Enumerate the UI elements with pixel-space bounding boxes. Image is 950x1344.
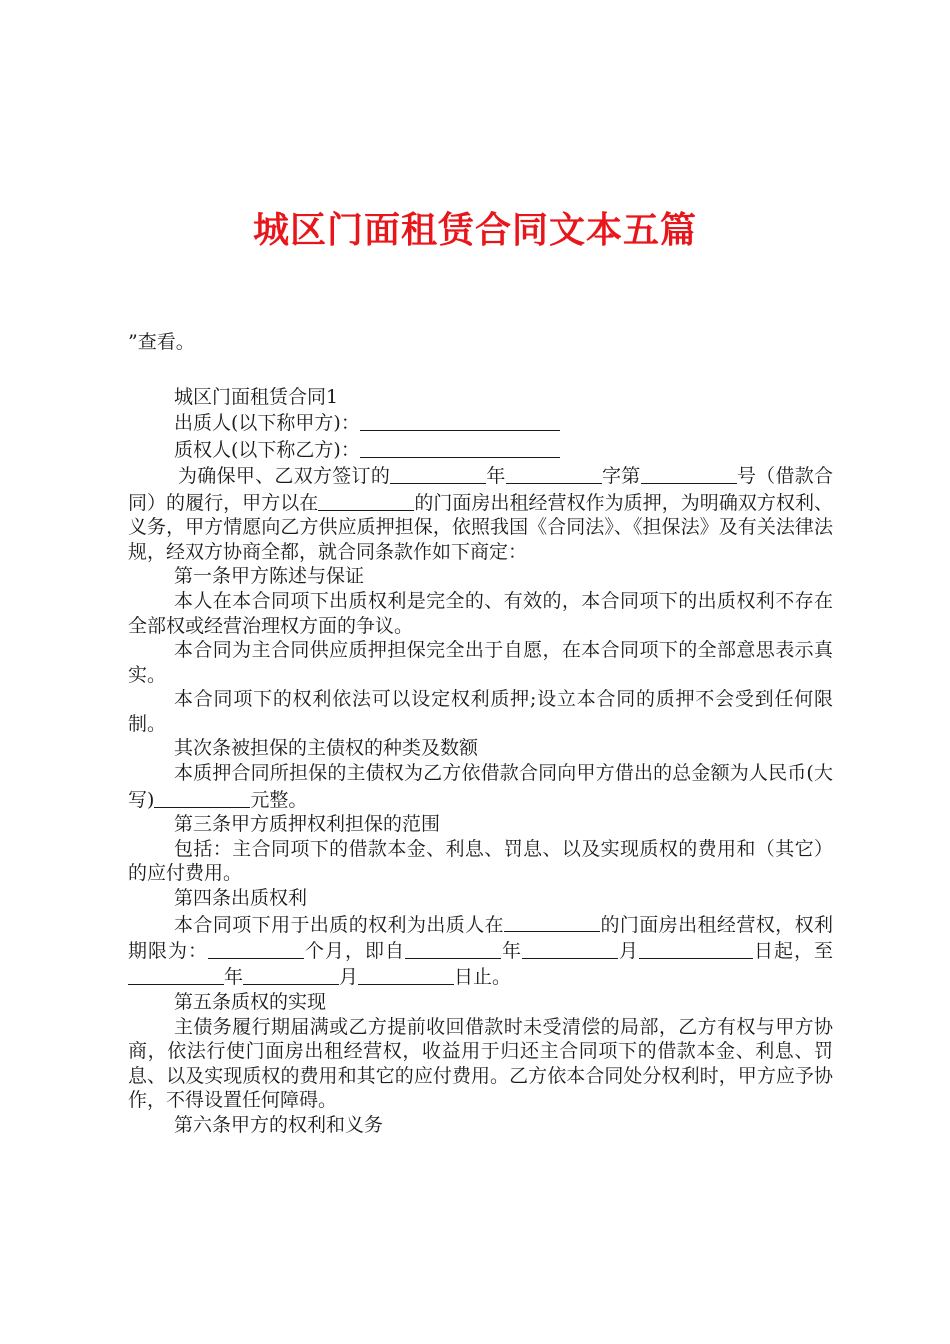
- blank-field: [506, 462, 602, 484]
- contract-heading: 城区门面租赁合同1: [174, 385, 339, 408]
- blank-field: [243, 963, 339, 985]
- article-text: 个月，即自: [303, 939, 405, 962]
- pledgee-label: 质权人(以下称乙方)：: [174, 438, 360, 461]
- article-text: 月: [617, 939, 639, 962]
- blank-field: [208, 937, 304, 959]
- blank-field: [318, 489, 414, 511]
- preamble-text: 字第: [601, 465, 641, 488]
- article-paragraph: [128, 761, 833, 812]
- article-paragraph: 本合同为主合同供应质押担保完全出于自愿，在本合同项下的全部意思表示真实。: [128, 639, 833, 686]
- blank-field: [128, 963, 224, 985]
- article-text: 元整。: [250, 788, 308, 811]
- blank-field: [390, 462, 486, 484]
- article-paragraph: 本人在本合同项下出质权利是完全的、有效的，本合同项下的出质权利不存在全部权或经营治理权方面的争议。: [128, 589, 833, 637]
- article-paragraph: 包括：主合同项下的借款本金、利息、罚息、以及实现质权的费用和（其它）的应付费用。: [128, 837, 833, 885]
- article-heading: 第四条出质权利: [174, 886, 308, 909]
- preamble-text: 的门面房出租经营权作为质押，为明确双方权利、义务，甲方情愿向乙方供应质押担保，依照我国《合同法》、《担保法》及有关法律法规，经双方协商全都，就合同条款作如下商定：: [128, 491, 833, 563]
- blank-field: [641, 462, 737, 484]
- pledgor-blank: [360, 409, 560, 431]
- document-title: 城区门面租赁合同文本五篇: [252, 209, 697, 251]
- article-paragraph: 本合同项下的权利依法可以设定权利质押;设立本合同的质押不会受到任何限制。: [128, 688, 833, 735]
- blank-field: [522, 937, 618, 959]
- article-heading: 第三条甲方质押权利担保的范围: [174, 813, 441, 836]
- pledgee-line: [128, 436, 833, 462]
- intro-line: ”查看。: [128, 331, 195, 353]
- blank-field: [723, 937, 753, 959]
- article-heading: 其次条被担保的主债权的种类及数额: [174, 737, 479, 760]
- preamble-text: 为确保甲、乙双方签订的: [178, 465, 391, 488]
- document-body: [128, 330, 833, 1138]
- pledgor-line: [128, 409, 833, 435]
- article-text: 本质押合同所担保的主债权为乙方依借款合同向甲方借出的总金额为人民币(大写): [128, 762, 833, 811]
- article-text: 日起，至: [752, 939, 833, 962]
- article-text: 月: [339, 966, 359, 989]
- pledgee-blank: [360, 436, 560, 458]
- blank-field: [358, 963, 454, 985]
- spacer: [128, 355, 833, 385]
- blank-field: [504, 911, 600, 933]
- article-heading: 第一条甲方陈述与保证: [174, 565, 365, 588]
- article-text: 日止。: [454, 966, 512, 989]
- article-text: 年: [500, 939, 522, 962]
- article-text: 年: [224, 966, 244, 989]
- article-paragraph: 主债务履行期届满或乙方提前收回借款时未受清偿的局部，乙方有权与甲方协商，依法行使门面房出租经营权，收益用于归还主合同项下的借款本金、利息、罚息、以及实现质权的费用和其它的应付费用。乙方依本合同处分权利时，甲方应予协作，不得设置任何障碍。: [128, 1015, 833, 1112]
- preamble-paragraph: [128, 462, 833, 564]
- article-text: 的门面房出租经营权，权利期限为：: [128, 913, 833, 962]
- blank-field: [405, 937, 501, 959]
- article-heading: 第五条质权的实现: [174, 990, 327, 1013]
- article-paragraph: [128, 911, 833, 990]
- preamble-text: 年: [486, 465, 506, 488]
- blank-field: [639, 937, 723, 959]
- article-text: 本合同项下用于出质的权利为出质人在: [174, 913, 505, 936]
- pledgor-label: 出质人(以下称甲方)：: [174, 412, 360, 435]
- preamble-text: 号（借款合同）的履行，甲方以在: [128, 465, 833, 514]
- blank-field: [154, 786, 250, 808]
- article-heading: 第六条甲方的权利和义务: [174, 1113, 384, 1136]
